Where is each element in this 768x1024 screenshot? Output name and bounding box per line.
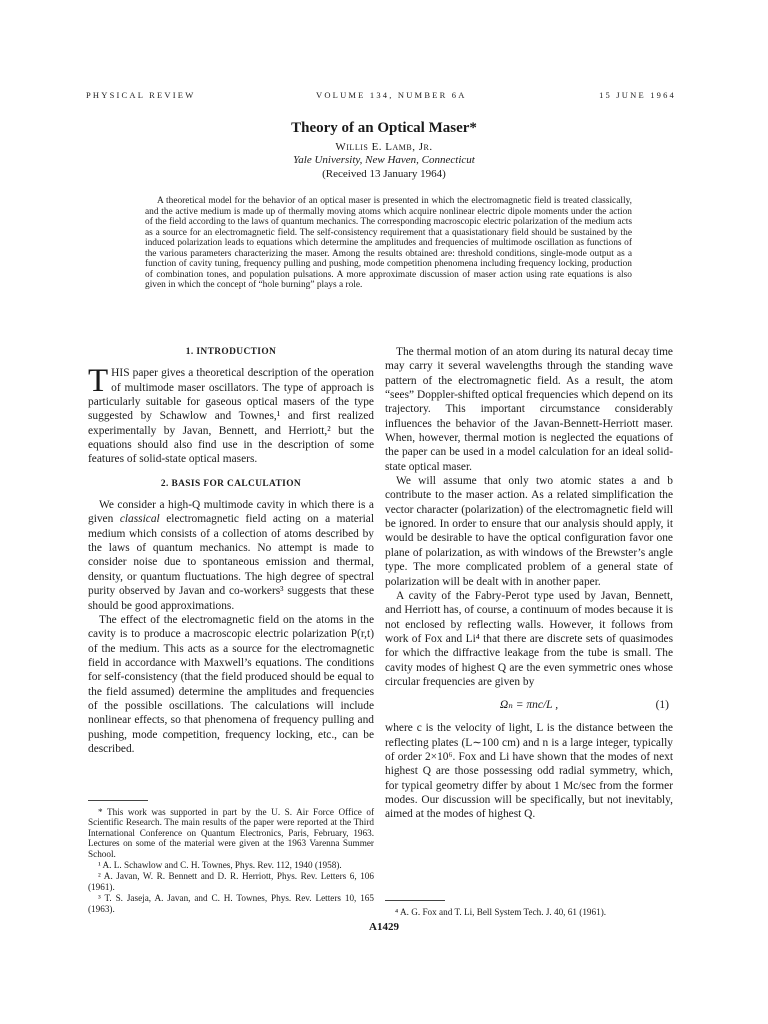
footnotes-right: [385, 900, 673, 918]
article-title: Theory of an Optical Maser*: [291, 120, 477, 136]
running-head: [86, 90, 676, 104]
modes-paragraph: where c is the velocity of light, L is the distance between the reflecting plates (L∼100 cm) and n is a large integer, typically of order 2×10⁶. Fox and Li have shown that the modes of next highest Q are those possessing odd radial symmetry, which, for typical geometry differ by about 1 Mc/sec from the former modes. Our discussion will be specifically, but not inevitably, aimed at the modes of highest Q.: [385, 722, 673, 821]
issue-date: 15 JUNE 1964: [599, 90, 676, 100]
footnote-divider: [385, 900, 445, 901]
section-heading-introduction: 1. INTRODUCTION: [185, 347, 277, 357]
author-affiliation: Yale University, New Haven, Connecticut: [293, 154, 475, 166]
footnote-4: ⁴ A. G. Fox and T. Li, Bell System Tech. J. 40, 61 (1961).: [395, 907, 607, 917]
page-number: A1429: [369, 921, 399, 933]
basis-emphasis: classical: [119, 513, 160, 526]
fabry-perot-paragraph: A cavity of the Fabry-Perot type used by Javan, Bennett, and Herriott has, of course, a continuum of modes because it is not enclosed by reflecting walls. However, it follows from work of Fox and Li⁴ that there are discrete sets of quasimodes for which the diffractive leakage from the tube is small. The cavity modes of highest Q are the even symmetric ones whose circular frequencies are given by: [385, 589, 673, 688]
drop-cap: T: [88, 363, 109, 400]
volume-number: VOLUME 134, NUMBER 6A: [316, 90, 467, 100]
introduction-paragraph: [88, 363, 374, 466]
footnote-2: ² A. Javan, W. R. Bennett and D. R. Herriott, Phys. Rev. Letters 6, 106 (1961).: [88, 871, 374, 892]
footnote-1: ¹ A. L. Schawlow and C. H. Townes, Phys. Rev. 112, 1940 (1958).: [98, 860, 342, 871]
two-states-paragraph: We will assume that only two atomic states a and b contribute to the maser action. As a related simplification the vector character (polarization) of the electromagnetic field will be ignored. In order to ensure that our analysis should apply, it would be desirable to have the optical configuration favor one plane of polarization, as with windows of the Brewster’s angle type. The more complicated problem of a general state of polarization will be dealt with in another paper.: [385, 475, 673, 588]
received-date: (Received 13 January 1964): [322, 168, 446, 180]
introduction-text: HIS paper gives a theoretical description of the operation of multimode maser oscillators. The type of approach is particularly suitable for gaseous optical masers of the type suggested by Schawlow and Townes,¹ and first realized experimentally by Javan, Bennett, and Herriott,² but the equations should also find use in the description of some features of solid-state optical masers.: [88, 367, 374, 466]
equation-number: (1): [655, 699, 669, 712]
basis-paragraph-1: [88, 498, 374, 613]
equation-1: [385, 695, 673, 717]
author-name: Willis E. Lamb, Jr.: [335, 141, 433, 153]
footnote-3: ³ T. S. Jaseja, A. Javan, and C. H. Townes, Phys. Rev. Letters 10, 165 (1963).: [88, 893, 374, 914]
basis-paragraph-2: The effect of the electromagnetic field on the atoms in the cavity is to produce a macroscopic electric polarization P(r,t) of the medium. This acts as a source for the electromagnetic field in accordance with Maxwell’s equations. The conditions for self-consistency (that the field produced should be equal to the field assumed) determine the amplitudes and frequencies of the possible oscillations. The calculations will include nonlinear effects, so that phenomena of frequency pulling and pushing, mode competition, frequency locking, etc., can be described.: [88, 613, 374, 755]
footnote-funding: * This work was supported in part by the U. S. Air Force Office of Scientific Research. The main results of the paper were reported at the Third International Conference on Quantum Electronics, Paris, February, 1963. Lectures on some of the material were given at the 1963 Varenna Summer School.: [88, 807, 374, 859]
journal-name: PHYSICAL REVIEW: [86, 90, 196, 100]
basis-text-1b: electromagnetic field acting on a material medium which consists of a collection of atoms described by the laws of quantum mechanics. No attempt is made to consider noise due to spontaneous emission and thermal, density, or quantum fluctuations. The high degree of spectral purity observed by Javan and co-workers³ suggests that these should be good approximations.: [88, 513, 374, 612]
basis-text-1a: We consider a high-Q multimode cavity in which there is a given: [88, 499, 374, 526]
right-column: [385, 345, 673, 822]
left-column: [88, 345, 374, 756]
section-heading-basis: 2. BASIS FOR CALCULATION: [160, 478, 302, 489]
footnote-divider: [88, 800, 148, 801]
equation-expression: Ωₙ = πnc/L ,: [499, 699, 559, 712]
thermal-motion-paragraph: The thermal motion of an atom during its natural decay time may carry it several wavelengths through the standing wave pattern of the electromagnetic field. As a result, the atom “sees” Doppler-shifted optical frequencies which depend on its trajectory. This important circumstance considerably influences the behavior of the Javan-Bennett-Herriott maser. When, however, thermal motion is neglected the equations of the paper can be used in a model calculation for an ideal solid-state optical maser.: [385, 346, 673, 473]
footnotes-left: [88, 800, 374, 915]
abstract: A theoretical model for the behavior of an optical maser is presented in which the electromagnetic field is treated classically, and the active medium is made up of thermally moving atoms which acquire nonlinear electric dipole moments under the action of the field according to the laws of quantum mechanics. The corresponding macroscopic electric polarization of the medium acts as a source for an electromagnetic field. The self-consistency requirement that a quasistationary field should be sustained by the induced polarization leads to equations which determine the amplitudes and frequencies of multimode oscillation as functions of the various parameters characterizing the maser. Among the results obtained are: threshold conditions, single-mode output as a function of cavity tuning, frequency pulling and pushing, mode competition phenomena including frequency locking, production of combination tones, and population pulsations. A more approximate discussion of maser action using rate equations is also given in which the concept of “hole burning” plays a role.: [145, 196, 632, 290]
